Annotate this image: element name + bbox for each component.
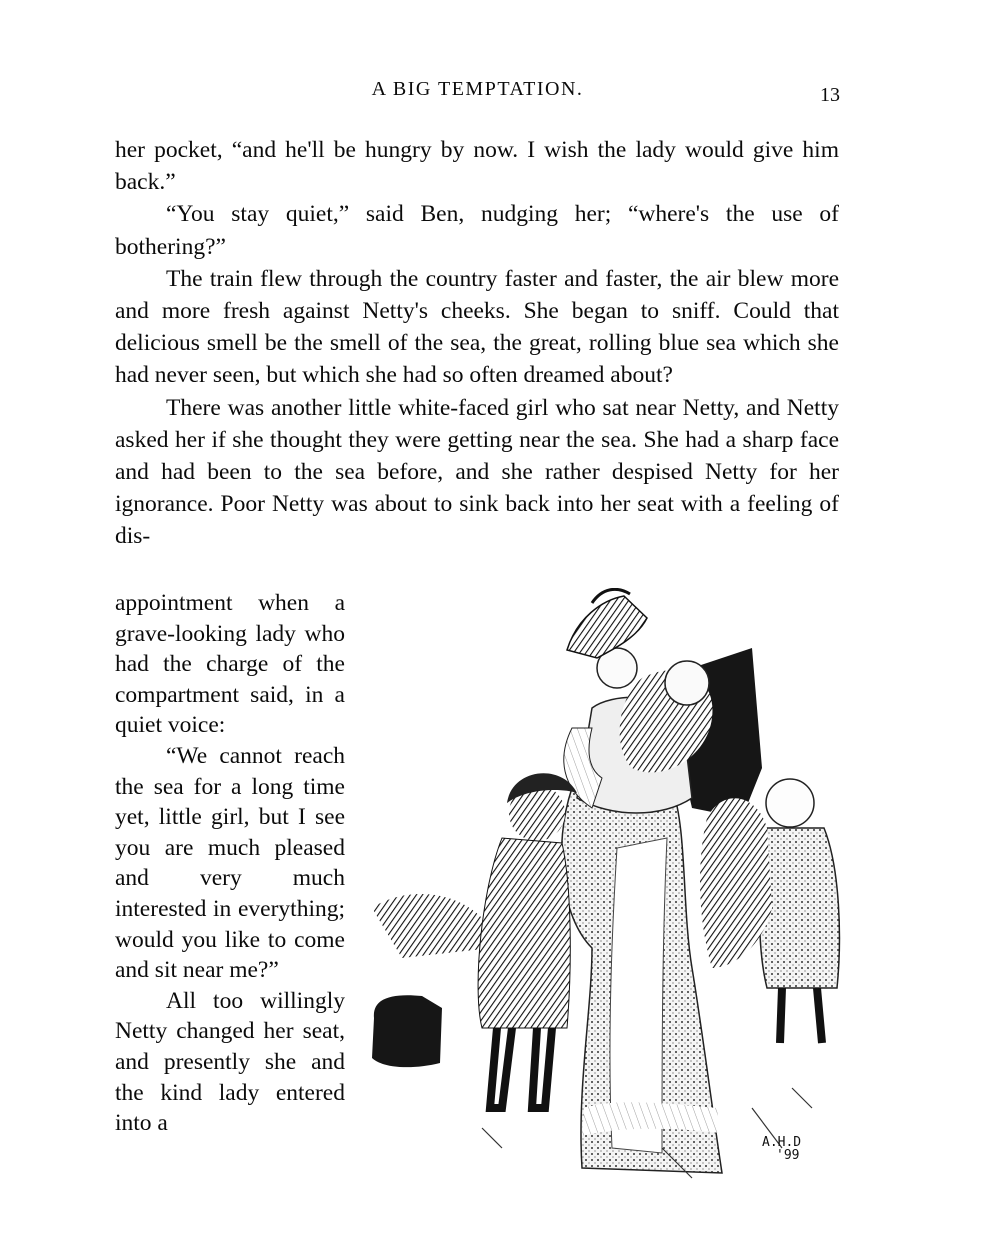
main-text [115,134,839,553]
paragraph: “We cannot reach the sea for a long time yet, little girl, but I see you are much pleased and very much interested in everything; would you like to come and sit near me?” [115,742,345,984]
luggage-bag [372,995,442,1067]
bench-shadow [372,894,492,958]
paragraph: The train flew through the country faster and faster, the air blew more and more fresh against Netty's cheeks. She began to sniff. Could that delicious smell be the smell of the sea, the great, rolling blue sea which she had never seen, but which she had so often dreamed about? [115,265,839,389]
paragraph: There was another little white-faced girl who sat near Netty, and Netty asked her if she thought they were getting near the sea. She had a sharp face and had been to the sea before, and she rather despised Netty for her ignorance. Poor Netty was about to sink back into her seat with a feeling of dis- [115,394,839,550]
paragraph-continuation: appointment when a grave-looking lady who had the charge of the compartment said, in a quiet voice: [115,590,345,739]
boy-legs [780,988,822,1043]
illustration-engraving [362,588,858,1188]
baby-head [665,661,709,705]
wrapped-text-column [115,588,345,1139]
page-header [115,78,840,108]
running-title: A BIG TEMPTATION. [371,78,584,100]
boy-head [766,779,814,827]
page-number: 13 [820,84,840,106]
paragraph-continuation: her pocket, “and he'll be hungry by now. I wish the lady would give him back.” [115,137,839,196]
lady-hat [567,596,647,658]
artist-signature: A.H.D '99 [762,1135,802,1163]
girl-legs [490,1028,552,1108]
girl-dress [478,838,570,1028]
paragraph: All too willingly Netty changed her seat, and presently she and the kind lady entered into a [115,987,345,1137]
paragraph: “You stay quiet,” said Ben, nudging her; “where's the use of bothering?” [115,201,839,260]
